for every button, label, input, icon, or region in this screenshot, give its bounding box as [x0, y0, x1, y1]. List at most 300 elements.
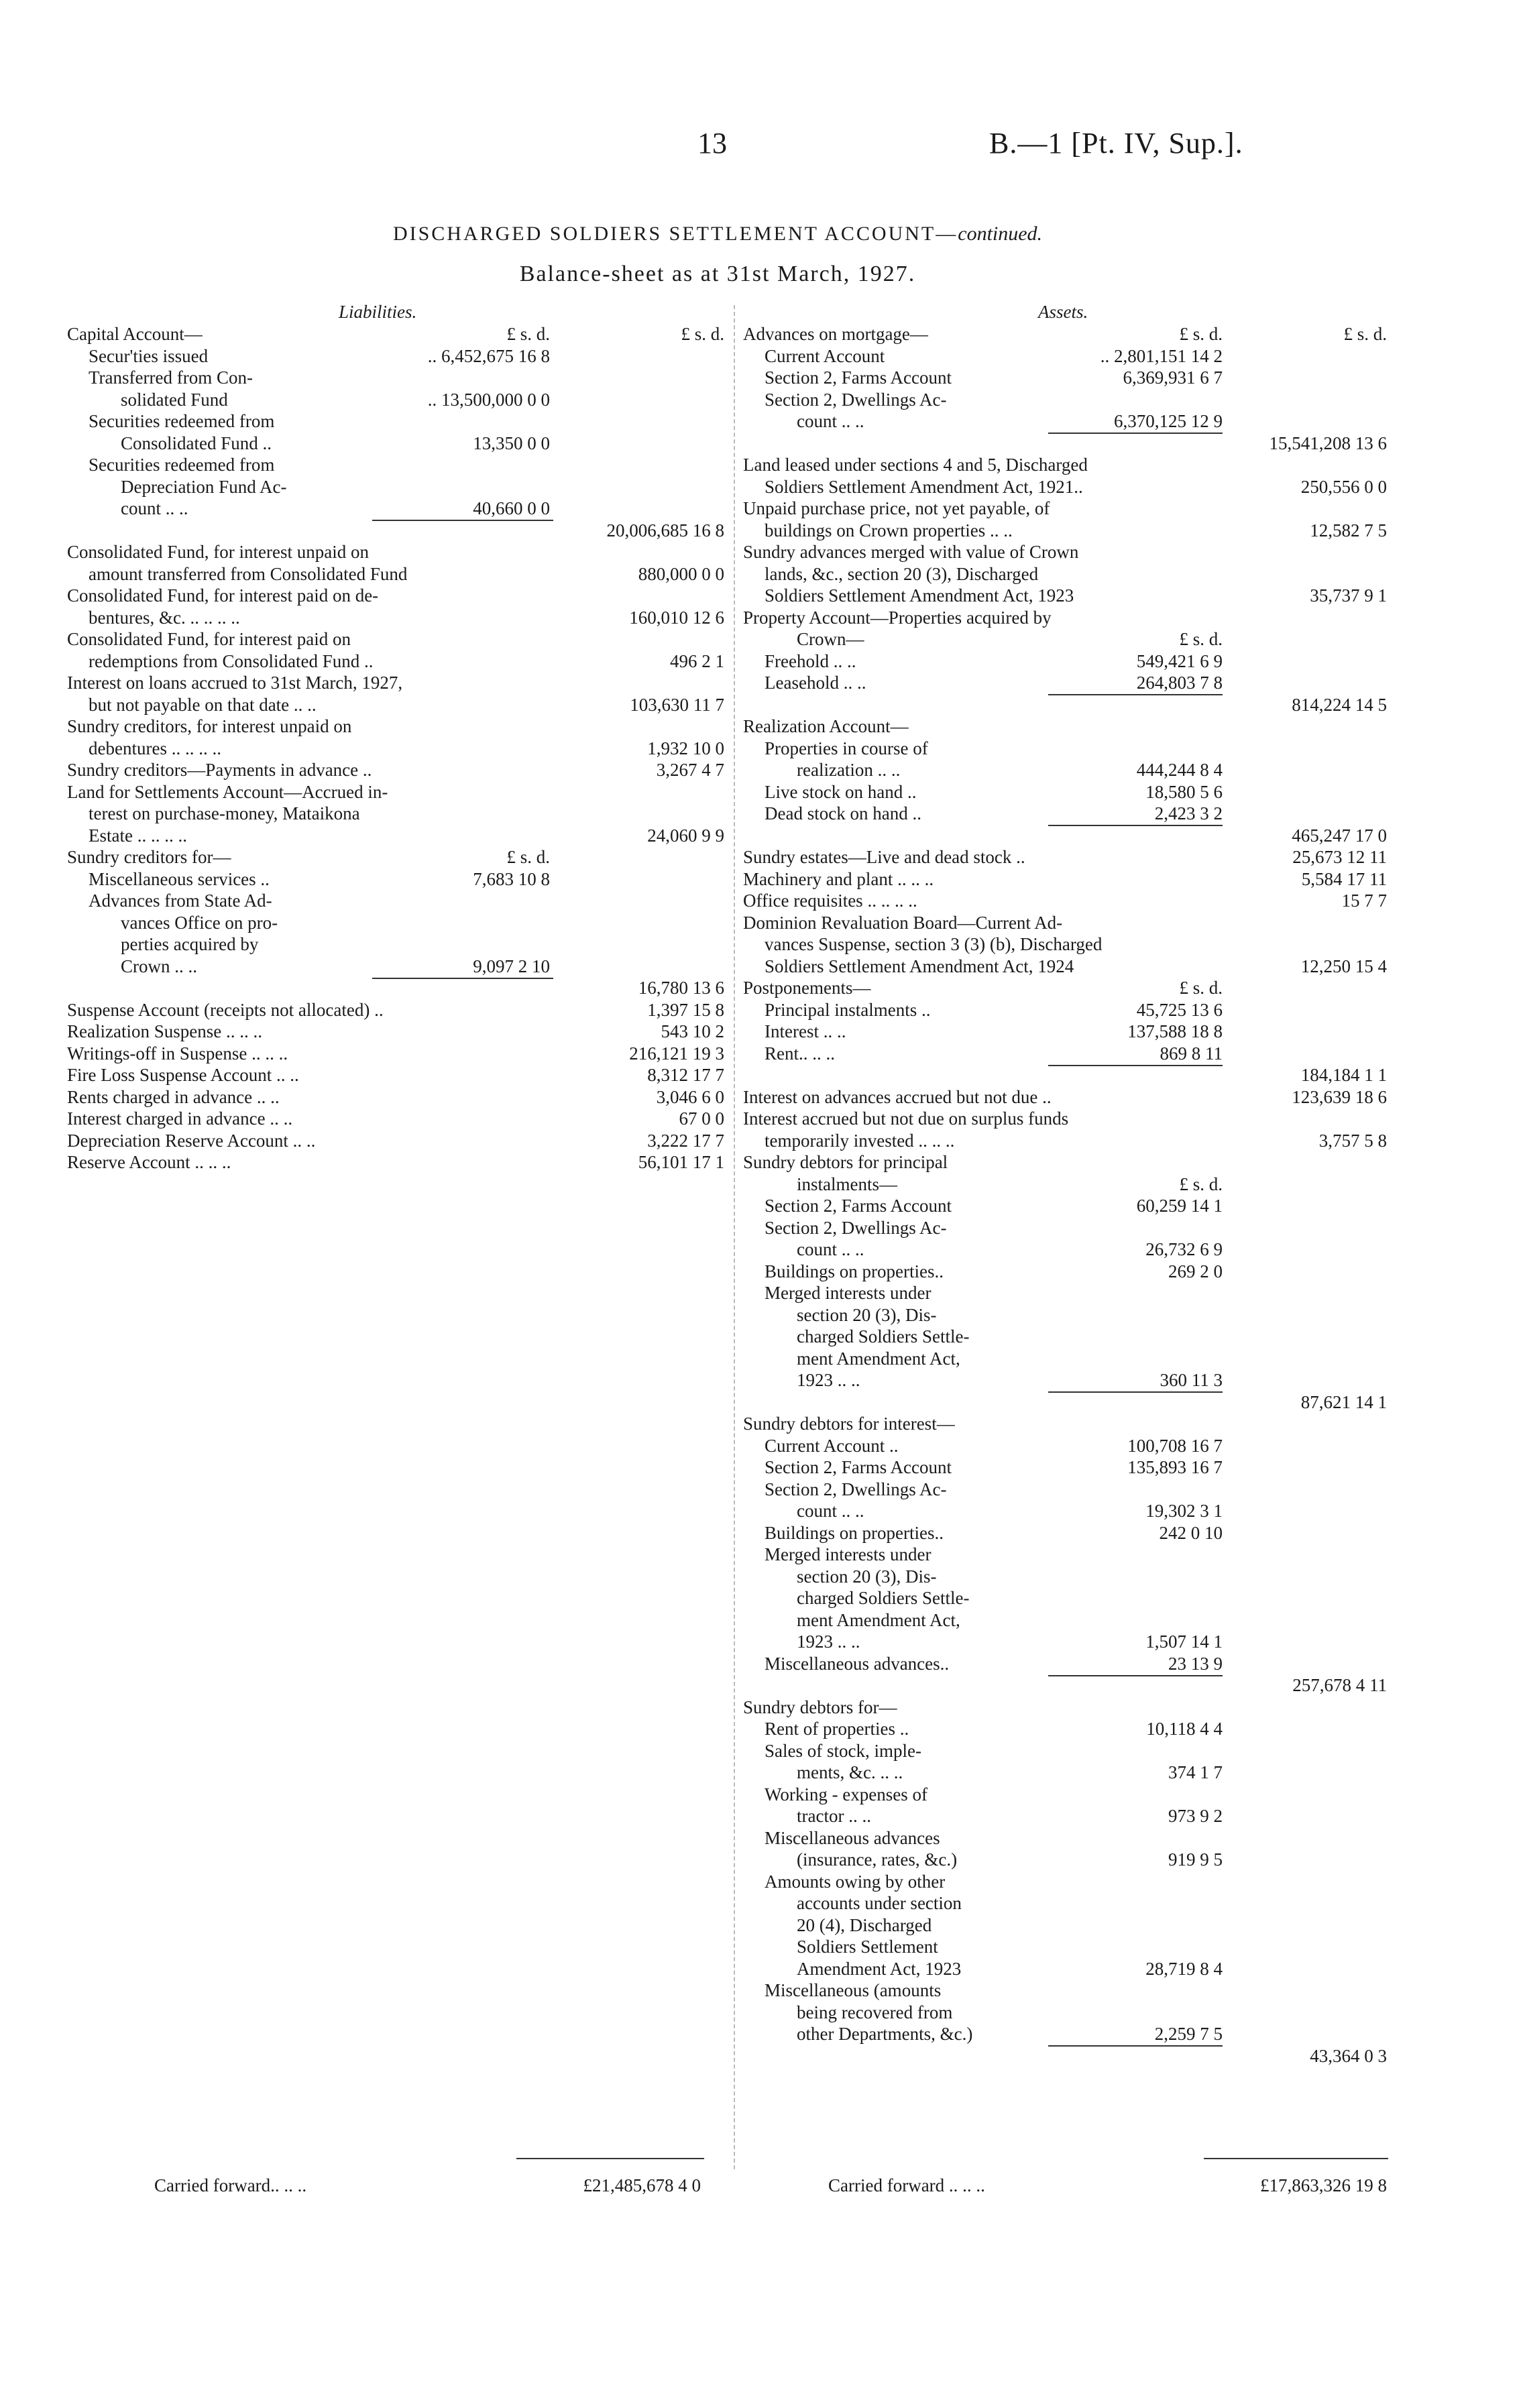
- assets-row-amount: 465,247 17 0: [1292, 825, 1387, 846]
- assets-row: [743, 1827, 1387, 1849]
- assets-row: [743, 367, 1387, 389]
- liabilities-row-amount: 543 10 2: [661, 1021, 724, 1041]
- liabilities-row-amount: 3,046 6 0: [656, 1086, 724, 1107]
- assets-row: [743, 476, 1387, 498]
- liabilities-row: [67, 1043, 724, 1065]
- document-title: [0, 223, 1435, 245]
- liabilities-row-amount: 103,630 11 7: [630, 694, 724, 715]
- liabilities-row: [67, 476, 724, 498]
- liabilities-row: [67, 1086, 724, 1108]
- assets-row-subamount: 26,732 6 9: [1145, 1239, 1223, 1259]
- liabilities-row: [67, 1064, 724, 1086]
- liabilities-row: [67, 433, 724, 455]
- liabilities-row-label: Consolidated Fund, for interest paid on: [67, 629, 351, 649]
- liabilities-row: [67, 912, 724, 934]
- assets-row-subamount: 28,719 8 4: [1145, 1958, 1223, 1979]
- assets-row: [743, 715, 1387, 738]
- assets-row: [743, 1544, 1387, 1566]
- assets-row: [743, 1958, 1387, 1980]
- assets-row-subamount: 6,369,931 6 7: [1123, 367, 1223, 388]
- assets-row: [743, 890, 1387, 912]
- liabilities-row: [67, 541, 724, 563]
- liabilities-row-label: Realization Suspense .. .. ..: [67, 1021, 262, 1041]
- liabilities-row-label: Consolidated Fund, for interest unpaid on: [67, 542, 369, 562]
- liabilities-row: [67, 498, 724, 520]
- liabilities-row-label: Fire Loss Suspense Account .. ..: [67, 1065, 299, 1085]
- assets-row-label: Principal instalments ..: [765, 999, 931, 1020]
- liabilities-row: [67, 563, 724, 585]
- assets-row-label: Miscellaneous advances..: [765, 1653, 950, 1674]
- assets-row-label: Soldiers Settlement: [797, 1937, 938, 1957]
- liabilities-row-label: Depreciation Reserve Account .. ..: [67, 1130, 316, 1151]
- liabilities-row: [67, 890, 724, 912]
- assets-row-amount: 5,584 17 11: [1301, 868, 1387, 889]
- assets-row-subamount: £ s. d.: [1179, 1173, 1223, 1194]
- liabilities-row-label: count .. ..: [121, 498, 188, 518]
- liabilities-row-label: Sundry creditors for—: [67, 847, 231, 867]
- assets-row-label: Section 2, Farms Account: [765, 1196, 952, 1216]
- assets-row-label: Property Account—Properties acquired by: [743, 607, 1052, 628]
- assets-row: [743, 2023, 1387, 2045]
- assets-row-label: lands, &c., section 20 (3), Discharged: [765, 563, 1039, 584]
- assets-row-label: Interest .. ..: [765, 1021, 846, 1041]
- assets-row-label: Office requisites .. .. .. ..: [743, 891, 917, 911]
- assets-row-label: Soldiers Settlement Amendment Act, 1923: [765, 585, 1074, 606]
- title-continued: continued.: [958, 223, 1043, 245]
- assets-row: [743, 1849, 1387, 1871]
- assets-row-subamount: 137,588 18 8: [1127, 1021, 1223, 1041]
- liabilities-row: [67, 672, 724, 694]
- liabilities-row: [67, 389, 724, 411]
- assets-row: [743, 1936, 1387, 1958]
- assets-row: [743, 1086, 1387, 1108]
- assets-row-label: Advances on mortgage—: [743, 324, 928, 344]
- liabilities-carried-forward-total: £21,485,678 4 0: [583, 2175, 701, 2195]
- assets-row: [743, 433, 1387, 455]
- assets-row: [743, 1304, 1387, 1326]
- assets-row: [743, 846, 1387, 868]
- assets-row-label: Sundry debtors for interest—: [743, 1414, 955, 1434]
- liabilities-row-subamount: £ s. d.: [506, 847, 550, 867]
- liabilities-row-subamount: 40,660 0 0: [473, 498, 550, 518]
- assets-row-label: Realization Account—: [743, 716, 909, 736]
- document-subtitle: Balance-sheet as at 31st March, 1927.: [519, 262, 916, 286]
- assets-row: [743, 454, 1387, 476]
- assets-row-label: Leasehold .. ..: [765, 673, 866, 693]
- liabilities-row-label: Interest on loans accrued to 31st March, 1927,: [67, 673, 403, 693]
- assets-row-amount: 43,364 0 3: [1310, 2045, 1387, 2066]
- assets-row-label: Sundry debtors for—: [743, 1697, 897, 1717]
- assets-row-subamount: 2,259 7 5: [1154, 2024, 1223, 2044]
- assets-row-label: Miscellaneous advances: [765, 1827, 940, 1848]
- assets-row: [743, 781, 1387, 803]
- assets-row-label: Crown—: [797, 629, 864, 649]
- liabilities-row-label: Land for Settlements Account—Accrued in-: [67, 781, 388, 802]
- assets-row-label: being recovered from: [797, 2002, 953, 2022]
- assets-row: [743, 1892, 1387, 1914]
- assets-row: [743, 1348, 1387, 1370]
- liabilities-row: [67, 738, 724, 760]
- assets-row: [743, 1566, 1387, 1588]
- liabilities-row-amount: 160,010 12 6: [629, 607, 724, 628]
- assets-row-label: temporarily invested .. .. ..: [765, 1130, 955, 1151]
- assets-row: [743, 999, 1387, 1021]
- assets-row-subamount: 19,302 3 1: [1145, 1501, 1223, 1521]
- assets-row-label: Amounts owing by other: [765, 1871, 946, 1892]
- assets-row: [743, 628, 1387, 650]
- assets-row-subamount: 374 1 7: [1168, 1762, 1223, 1782]
- liabilities-row-amount: 3,222 17 7: [647, 1130, 724, 1151]
- assets-row-subamount: 10,118 4 4: [1146, 1719, 1223, 1739]
- liabilities-row-label: Capital Account—: [67, 324, 203, 344]
- liabilities-row-amount: 3,267 4 7: [656, 760, 724, 780]
- liabilities-row-amount: 216,121 19 3: [629, 1043, 724, 1064]
- assets-row: [743, 1653, 1387, 1675]
- liabilities-row-label: but not payable on that date .. ..: [89, 694, 317, 715]
- assets-row-label: accounts under section: [797, 1893, 962, 1913]
- liabilities-row: [67, 367, 724, 389]
- assets-row-subamount: 23 13 9: [1168, 1653, 1223, 1674]
- liabilities-row: [67, 454, 724, 476]
- liabilities-row-label: Writings-off in Suspense .. .. ..: [67, 1043, 288, 1064]
- liabilities-row-label: Interest charged in advance .. ..: [67, 1108, 293, 1129]
- assets-row: [743, 1456, 1387, 1479]
- assets-row: [743, 912, 1387, 934]
- assets-row: [743, 1369, 1387, 1391]
- assets-row-label: Sundry advances merged with value of Crown: [743, 542, 1079, 562]
- assets-row: [743, 2002, 1387, 2024]
- assets-row-label: Unpaid purchase price, not yet payable, of: [743, 498, 1050, 518]
- assets-row: [743, 563, 1387, 585]
- assets-row-subamount: 1,507 14 1: [1145, 1631, 1223, 1652]
- assets-row: [743, 1784, 1387, 1806]
- liabilities-heading: Liabilities.: [339, 302, 417, 322]
- assets-row: [743, 520, 1387, 542]
- assets-row: [743, 410, 1387, 433]
- liabilities-row-label: Secur'ties issued: [89, 345, 209, 366]
- assets-row-label: Buildings on properties..: [765, 1261, 944, 1281]
- assets-row: [743, 1217, 1387, 1239]
- assets-row: [743, 1871, 1387, 1893]
- assets-row-label: ment Amendment Act,: [797, 1348, 960, 1369]
- liabilities-row: [67, 585, 724, 607]
- assets-row: [743, 825, 1387, 847]
- assets-row-label: Rent.. .. ..: [765, 1043, 835, 1064]
- liabilities-row: [67, 781, 724, 803]
- assets-row-subamount: 973 9 2: [1168, 1806, 1223, 1826]
- assets-row-label: ment Amendment Act,: [797, 1609, 960, 1630]
- assets-row-subamount: 444,244 8 4: [1136, 760, 1223, 780]
- liabilities-total-rule: [516, 2158, 704, 2159]
- liabilities-row: [67, 345, 724, 367]
- assets-row-label: instalments—: [797, 1173, 897, 1194]
- liabilities-row: [67, 607, 724, 629]
- assets-row: [743, 585, 1387, 607]
- liabilities-row-label: Depreciation Fund Ac-: [121, 476, 287, 497]
- assets-row: [743, 694, 1387, 716]
- liabilities-row-label: Consolidated Fund ..: [121, 433, 272, 453]
- assets-row-amount: 12,250 15 4: [1300, 956, 1387, 976]
- assets-row-label: other Departments, &c.): [797, 2024, 973, 2044]
- assets-row-label: Soldiers Settlement Amendment Act, 1921..: [765, 476, 1083, 497]
- liabilities-row: [67, 520, 724, 542]
- assets-row-subamount: £ s. d.: [1179, 978, 1223, 998]
- assets-row-subamount: 919 9 5: [1168, 1849, 1223, 1870]
- assets-row-amount: 25,673 12 11: [1292, 847, 1387, 867]
- liabilities-row: [67, 868, 724, 891]
- liabilities-row: [67, 694, 724, 716]
- liabilities-row-amount: 67 0 0: [679, 1108, 724, 1129]
- liabilities-row-label: bentures, &c. .. .. .. ..: [89, 607, 240, 628]
- assets-row-amount: 814,224 14 5: [1292, 694, 1387, 715]
- assets-row: [743, 541, 1387, 563]
- liabilities-row: [67, 1021, 724, 1043]
- assets-row: [743, 1282, 1387, 1304]
- liabilities-row: [67, 1130, 724, 1152]
- liabilities-row: [67, 956, 724, 978]
- assets-row-label: Section 2, Farms Account: [765, 1457, 952, 1477]
- assets-row-subamount: 45,725 13 6: [1136, 999, 1223, 1020]
- assets-row-label: (insurance, rates, &c.): [797, 1849, 958, 1870]
- liabilities-row-label: debentures .. .. .. ..: [89, 738, 221, 758]
- liabilities-row: [67, 999, 724, 1021]
- assets-row-label: Section 2, Dwellings Ac-: [765, 389, 947, 410]
- assets-row: [743, 1043, 1387, 1065]
- liabilities-row: [67, 846, 724, 868]
- liabilities-row-amount: 880,000 0 0: [638, 563, 724, 584]
- assets-row: [743, 1479, 1387, 1501]
- liabilities-row-label: Crown .. ..: [121, 956, 197, 976]
- assets-row: [743, 1674, 1387, 1697]
- assets-row-subamount: £ s. d.: [1179, 324, 1223, 344]
- assets-row: [743, 1195, 1387, 1217]
- liabilities-row-label: Miscellaneous services ..: [89, 868, 270, 889]
- liabilities-row-label: Reserve Account .. .. ..: [67, 1152, 231, 1172]
- liabilities-row: [67, 715, 724, 738]
- liabilities-row-label: redemptions from Consolidated Fund ..: [89, 650, 374, 671]
- assets-row-subamount: 869 8 11: [1160, 1043, 1223, 1064]
- liabilities-row: [67, 410, 724, 433]
- liabilities-row: [67, 650, 724, 673]
- liabilities-row-label: perties acquired by: [121, 934, 259, 954]
- assets-row-label: Dead stock on hand ..: [765, 803, 921, 823]
- assets-row: [743, 868, 1387, 891]
- liabilities-row-label: amount transferred from Consolidated Fund: [89, 563, 408, 584]
- liabilities-row: [67, 977, 724, 999]
- liabilities-row-label: Securities redeemed from: [89, 411, 275, 431]
- assets-row-label: tractor .. ..: [797, 1806, 871, 1826]
- assets-row: [743, 1435, 1387, 1457]
- assets-row-label: Rent of properties ..: [765, 1719, 909, 1739]
- liabilities-row-label: Suspense Account (receipts not allocated) ..: [67, 999, 384, 1020]
- assets-row: [743, 1697, 1387, 1719]
- assets-row: [743, 1326, 1387, 1348]
- assets-row: [743, 1261, 1387, 1283]
- liabilities-row-amount: 1,397 15 8: [647, 999, 724, 1020]
- liabilities-row: [67, 933, 724, 956]
- liabilities-row-amount: 16,780 13 6: [638, 978, 724, 998]
- liabilities-row: [67, 803, 724, 825]
- liabilities-row: [67, 825, 724, 847]
- assets-row-subamount: 549,421 6 9: [1136, 650, 1223, 671]
- assets-total-rule: [1204, 2158, 1388, 2159]
- liabilities-row-amount: 20,006,685 16 8: [606, 520, 724, 540]
- liabilities-row-label: Advances from State Ad-: [89, 891, 272, 911]
- assets-row-label: charged Soldiers Settle-: [797, 1326, 970, 1346]
- assets-row: [743, 1631, 1387, 1653]
- column-divider: [734, 305, 735, 2169]
- assets-row: [743, 607, 1387, 629]
- assets-row-label: Live stock on hand ..: [765, 781, 917, 802]
- liabilities-row: [67, 759, 724, 781]
- assets-row: [743, 1500, 1387, 1522]
- assets-row-subamount: 242 0 10: [1159, 1522, 1223, 1543]
- assets-row-subamount: 135,893 16 7: [1127, 1457, 1223, 1477]
- assets-row-label: Freehold .. ..: [765, 650, 856, 671]
- assets-row-label: 20 (4), Discharged: [797, 1914, 932, 1935]
- assets-row: [743, 2045, 1387, 2067]
- assets-heading: Assets.: [1038, 302, 1088, 322]
- liabilities-row-amount: £ s. d.: [681, 324, 724, 344]
- liabilities-row-amount: 1,932 10 0: [647, 738, 724, 758]
- assets-row: [743, 389, 1387, 411]
- assets-row-label: vances Suspense, section 3 (3) (b), Discharged: [765, 934, 1103, 954]
- assets-row-label: Land leased under sections 4 and 5, Discharged: [743, 455, 1088, 475]
- liabilities-row-label: Estate .. .. .. ..: [89, 825, 187, 846]
- assets-row-amount: 184,184 1 1: [1300, 1065, 1387, 1085]
- assets-row-label: Dominion Revaluation Board—Current Ad-: [743, 912, 1063, 933]
- assets-row-amount: 12,582 7 5: [1310, 520, 1387, 540]
- assets-row: [743, 1740, 1387, 1762]
- liabilities-row: [67, 1108, 724, 1130]
- liabilities-row-subamount: 7,683 10 8: [473, 868, 550, 889]
- assets-row-label: 1923 .. ..: [797, 1631, 860, 1652]
- assets-row: [743, 1064, 1387, 1086]
- assets-row: [743, 1718, 1387, 1740]
- liabilities-row-label: Consolidated Fund, for interest paid on de-: [67, 585, 379, 606]
- assets-row: [743, 672, 1387, 694]
- assets-row-label: count .. ..: [797, 1501, 864, 1521]
- assets-row-label: Merged interests under: [765, 1283, 932, 1303]
- assets-row: [743, 345, 1387, 367]
- assets-row-label: Soldiers Settlement Amendment Act, 1924: [765, 956, 1074, 976]
- assets-row: [743, 1587, 1387, 1609]
- assets-row-label: realization .. ..: [797, 760, 901, 780]
- liabilities-carried-forward-label: Carried forward.. .. ..: [154, 2175, 307, 2195]
- assets-row-label: Buildings on properties..: [765, 1522, 944, 1543]
- liabilities-row: [67, 323, 724, 345]
- assets-row: [743, 1980, 1387, 2002]
- assets-row-label: Section 2, Dwellings Ac-: [765, 1217, 947, 1238]
- assets-row: [743, 1762, 1387, 1784]
- assets-row: [743, 1173, 1387, 1196]
- assets-row-subamount: .. 2,801,151 14 2: [1100, 345, 1223, 366]
- assets-row-label: Current Account: [765, 345, 885, 366]
- assets-row: [743, 1914, 1387, 1937]
- liabilities-row-subamount: 13,350 0 0: [473, 433, 550, 453]
- assets-row-label: Working - expenses of: [765, 1784, 928, 1804]
- assets-row-label: Current Account ..: [765, 1435, 899, 1456]
- assets-row-label: count .. ..: [797, 411, 864, 431]
- assets-row-subamount: 264,803 7 8: [1136, 673, 1223, 693]
- assets-row-label: Miscellaneous (amounts: [765, 1980, 942, 2000]
- assets-row: [743, 1609, 1387, 1631]
- liabilities-column: [67, 323, 724, 1173]
- assets-row-amount: 250,556 0 0: [1300, 476, 1387, 497]
- assets-row: [743, 323, 1387, 345]
- assets-row-subamount: 60,259 14 1: [1136, 1196, 1223, 1216]
- liabilities-row-label: Sundry creditors, for interest unpaid on: [67, 716, 352, 736]
- assets-row-label: section 20 (3), Dis-: [797, 1304, 937, 1325]
- assets-row-label: Sundry estates—Live and dead stock ..: [743, 847, 1025, 867]
- assets-row: [743, 1021, 1387, 1043]
- assets-row-amount: 35,737 9 1: [1310, 585, 1387, 606]
- assets-row: [743, 977, 1387, 999]
- assets-row-amount: 87,621 14 1: [1300, 1391, 1387, 1412]
- assets-row: [743, 650, 1387, 673]
- assets-row: [743, 1108, 1387, 1130]
- liabilities-row-label: vances Office on pro-: [121, 912, 278, 933]
- assets-row: [743, 933, 1387, 956]
- assets-carried-forward-total: £17,863,326 19 8: [1260, 2175, 1387, 2195]
- title-main: DISCHARGED SOLDIERS SETTLEMENT ACCOUNT—: [392, 223, 958, 245]
- assets-row: [743, 1522, 1387, 1544]
- assets-row-label: Sales of stock, imple-: [765, 1740, 921, 1761]
- liabilities-row-amount: 24,060 9 9: [647, 825, 724, 846]
- assets-row: [743, 738, 1387, 760]
- assets-row-label: count .. ..: [797, 1239, 864, 1259]
- assets-row-label: Amendment Act, 1923: [797, 1958, 962, 1979]
- assets-row: [743, 498, 1387, 520]
- assets-row-label: Section 2, Dwellings Ac-: [765, 1479, 947, 1499]
- liabilities-row-label: solidated Fund: [121, 389, 228, 410]
- liabilities-row-subamount: .. 6,452,675 16 8: [427, 345, 550, 366]
- assets-row: [743, 1151, 1387, 1173]
- assets-row: [743, 1239, 1387, 1261]
- assets-column: [743, 323, 1387, 2067]
- assets-row: [743, 1805, 1387, 1827]
- assets-row-amount: 123,639 18 6: [1292, 1086, 1387, 1107]
- assets-row: [743, 1130, 1387, 1152]
- assets-row-label: section 20 (3), Dis-: [797, 1566, 937, 1587]
- assets-row-label: buildings on Crown properties .. ..: [765, 520, 1013, 540]
- assets-row-amount: £ s. d.: [1343, 324, 1387, 344]
- assets-row-label: charged Soldiers Settle-: [797, 1588, 970, 1608]
- assets-row-label: Machinery and plant .. .. ..: [743, 868, 934, 889]
- assets-row: [743, 759, 1387, 781]
- assets-row-subamount: £ s. d.: [1179, 629, 1223, 649]
- liabilities-row-subamount: 9,097 2 10: [473, 956, 550, 976]
- assets-row-label: 1923 .. ..: [797, 1370, 860, 1390]
- liabilities-row-amount: 56,101 17 1: [638, 1152, 724, 1172]
- liabilities-row-label: Sundry creditors—Payments in advance ..: [67, 760, 372, 780]
- assets-row: [743, 1413, 1387, 1435]
- assets-row-subamount: 2,423 3 2: [1154, 803, 1223, 823]
- liabilities-row-subamount: .. 13,500,000 0 0: [427, 389, 550, 410]
- liabilities-row-amount: 8,312 17 7: [647, 1065, 724, 1085]
- assets-row-label: Interest accrued but not due on surplus funds: [743, 1108, 1069, 1129]
- assets-row-subamount: 18,580 5 6: [1145, 781, 1223, 802]
- liabilities-row-label: Transferred from Con-: [89, 367, 253, 388]
- liabilities-row-amount: 496 2 1: [670, 650, 724, 671]
- assets-row-amount: 15 7 7: [1341, 891, 1387, 911]
- assets-row-label: Sundry debtors for principal: [743, 1152, 948, 1172]
- assets-row: [743, 803, 1387, 825]
- liabilities-row-label: Rents charged in advance .. ..: [67, 1086, 280, 1107]
- liabilities-row-label: terest on purchase-money, Mataikona: [89, 803, 360, 823]
- assets-row: [743, 1391, 1387, 1414]
- assets-row-subamount: 100,708 16 7: [1127, 1435, 1223, 1456]
